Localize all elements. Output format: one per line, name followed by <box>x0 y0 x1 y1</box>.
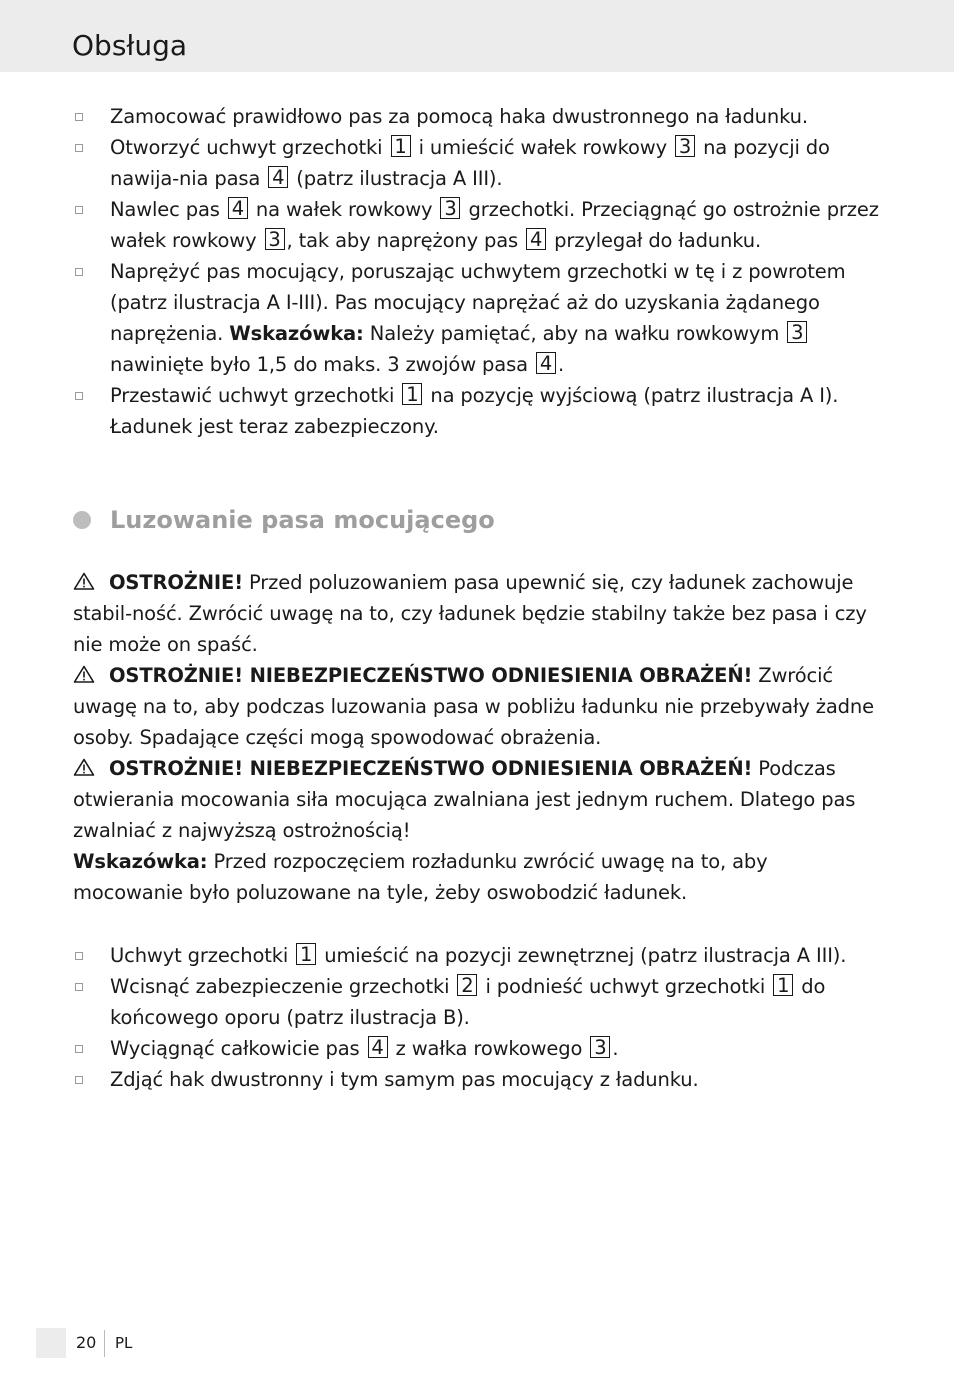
list-item <box>73 971 883 1033</box>
warning-triangle-icon <box>73 568 95 586</box>
note-paragraph <box>73 846 883 908</box>
text-run: na pozycji do nawija-nia pasa <box>110 136 830 190</box>
text-run: na pozycję wyjściową (patrz ilustracja A I). Ładunek jest teraz zabezpieczony. <box>110 384 839 438</box>
emphasis-label: Wskazówka: <box>229 322 364 345</box>
text-run: i umieścić wałek rowkowy <box>412 136 674 159</box>
emphasis-label: OSTROŻNIE! NIEBEZPIECZEŃSTWO ODNIESIENIA OBRAŻEŃ! <box>109 757 753 780</box>
list-item <box>73 1064 883 1095</box>
part-reference-number: 1 <box>391 135 411 157</box>
text-run: Wyciągnąć całkowicie pas <box>110 1037 366 1060</box>
page-number: 20 <box>76 1333 97 1352</box>
text-run: do końcowego oporu (patrz ilustracja B). <box>110 975 826 1029</box>
steps-section-1 <box>73 101 883 442</box>
part-reference-number: 3 <box>787 321 807 343</box>
part-reference-number: 2 <box>457 974 477 996</box>
checkbox-bullet-icon <box>75 952 83 960</box>
warning-paragraph <box>73 567 883 660</box>
list-item <box>73 256 883 380</box>
part-reference-number: 1 <box>296 943 316 965</box>
list-item <box>73 380 883 442</box>
footer-box <box>36 1328 66 1358</box>
text-run: Otworzyć uchwyt grzechotki <box>110 136 389 159</box>
text-run: Nawlec pas <box>110 198 226 221</box>
footer-divider <box>104 1330 105 1357</box>
step-list <box>73 940 883 1095</box>
text-run: Uchwyt grzechotki <box>110 944 295 967</box>
checkbox-bullet-icon <box>75 268 83 276</box>
part-reference-number: 4 <box>368 1036 388 1058</box>
warning-triangle-icon <box>73 754 95 772</box>
warning-triangle-icon <box>73 661 95 679</box>
list-item <box>73 194 883 256</box>
text-run: . <box>557 353 565 376</box>
text-run: . <box>612 1037 619 1060</box>
list-item <box>73 132 883 194</box>
part-reference-number: 4 <box>536 352 556 374</box>
text-run: Przed poluzowaniem pasa upewnić się, czy ładunek zachowuje stabil-ność. Zwrócić uwagę na to, czy ładunek będzie stabilny także bez pasa i czy nie może on spaść. <box>73 571 867 656</box>
step-list <box>73 101 883 442</box>
text-run: (patrz ilustracja A III). <box>290 167 503 190</box>
part-reference-number: 3 <box>590 1036 610 1058</box>
text-run: Należy pamiętać, aby na wałku rowkowym <box>363 322 786 345</box>
emphasis-label: Wskazówka: <box>73 850 208 873</box>
checkbox-bullet-icon <box>75 392 83 400</box>
steps-section-2 <box>73 940 883 1095</box>
section-bullet-icon <box>73 511 91 529</box>
emphasis-label: OSTROŻNIE! <box>109 571 243 594</box>
text-run: nawinięte było 1,5 do maks. 3 zwojów pasa <box>110 353 534 376</box>
checkbox-bullet-icon <box>75 144 83 152</box>
language-code: PL <box>115 1334 133 1352</box>
section-heading <box>73 502 883 538</box>
part-reference-number: 4 <box>268 166 288 188</box>
text-run: umieścić na pozycji zewnętrznej (patrz ilustracja A III). <box>318 944 847 967</box>
part-reference-number: 3 <box>440 197 460 219</box>
list-item <box>73 1033 883 1064</box>
part-reference-number: 3 <box>265 228 285 250</box>
text-run: z wałka rowkowego <box>389 1037 589 1060</box>
page-title: Obsługa <box>72 29 188 62</box>
text-run: przylegał do ładunku. <box>548 229 762 252</box>
checkbox-bullet-icon <box>75 1045 83 1053</box>
text-run: Wcisnąć zabezpieczenie grzechotki <box>110 975 456 998</box>
part-reference-number: 4 <box>526 228 546 250</box>
text-run: Podczas otwierania mocowania siła mocująca zwalniana jest jednym ruchem. Dlatego pas zwalniać z najwyższą ostrożnością! <box>73 757 856 842</box>
checkbox-bullet-icon <box>75 113 83 121</box>
text-run: i podnieść uchwyt grzechotki <box>479 975 772 998</box>
warnings-block <box>73 567 883 908</box>
text-run: na wałek rowkowy <box>249 198 439 221</box>
text-run: Zdjąć hak dwustronny i tym samym pas mocujący z ładunku. <box>110 1068 699 1091</box>
warning-paragraph <box>73 660 883 753</box>
part-reference-number: 1 <box>402 383 422 405</box>
text-run: Naprężyć pas mocujący, poruszając uchwytem grzechotki w tę i z powrotem (patrz ilustracja A I-III). Pas mocujący naprężać aż do uzyskania żądanego naprężenia. <box>110 260 846 345</box>
list-item <box>73 101 883 132</box>
text-run: , tak aby naprężony pas <box>286 229 525 252</box>
warning-paragraph <box>73 753 883 846</box>
text-run: grzechotki. Przeciągnąć go ostrożnie przez wałek rowkowy <box>110 198 879 252</box>
checkbox-bullet-icon <box>75 1076 83 1084</box>
text-run: Przed rozpoczęciem rozładunku zwrócić uwagę na to, aby mocowanie było poluzowane na tyle, żeby oswobodzić ładunek. <box>73 850 768 904</box>
part-reference-number: 4 <box>228 197 248 219</box>
part-reference-number: 1 <box>773 974 793 996</box>
text-run: Zamocować prawidłowo pas za pomocą haka dwustronnego na ładunku. <box>110 105 808 128</box>
list-item <box>73 940 883 971</box>
emphasis-label: OSTROŻNIE! NIEBEZPIECZEŃSTWO ODNIESIENIA OBRAŻEŃ! <box>109 664 753 687</box>
part-reference-number: 3 <box>675 135 695 157</box>
text-run: Przestawić uchwyt grzechotki <box>110 384 401 407</box>
checkbox-bullet-icon <box>75 983 83 991</box>
section-title: Luzowanie pasa mocującego <box>110 506 495 534</box>
checkbox-bullet-icon <box>75 206 83 214</box>
text-run: Zwrócić uwagę na to, aby podczas luzowania pasa w pobliżu ładunku nie przebywały żadne osoby. Spadające części mogą spowodować obrażenia. <box>73 664 874 749</box>
warning-list <box>73 567 883 846</box>
